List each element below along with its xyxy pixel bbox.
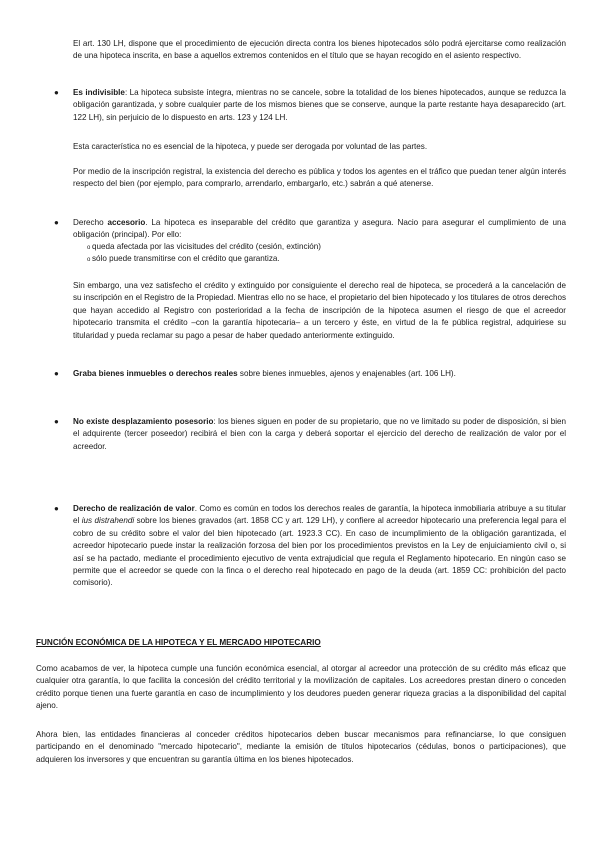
sub-bullet-icon: o (87, 257, 91, 263)
sub-item: queda afectada por las vicisitudes del crédito (cesión, extinción) (92, 242, 322, 251)
bullet-text: . La hipoteca es inseparable del crédito que garantiza y asegura. Nacio para asegurar el cumplimiento de una obligación (principal). Por ello: (73, 218, 566, 240)
section-heading: FUNCIÓN ECONÓMICA DE LA HIPOTECA Y EL MERCADO HIPOTECARIO (36, 638, 321, 647)
indivisible-note: Esta característica no es esencial de la hipoteca, y puede ser derogada por voluntad de las partes. (73, 142, 428, 151)
bullet-text: . Como es común en todos los derechos reales de garantía, la hipoteca inmobiliaria atribuye a su titular el (73, 504, 566, 526)
bullet-icon: ● (54, 417, 59, 426)
intro-paragraph: El art. 130 LH, dispone que el procedimiento de ejecución directa contra los bienes hipotecados sólo podrá ejercitarse como realización de una hipoteca inscrita, en base a aquellos extremos contenidos en el título que se hayan recogido en el asiento respectivo. (73, 39, 566, 61)
sub-bullet-icon: o (87, 245, 91, 251)
bullet-desplazamiento (73, 416, 566, 453)
bullet-text: sobre bienes inmuebles, ajenos y enajenables (art. 106 LH). (237, 369, 456, 378)
funcion-paragraph-2: Ahora bien, las entidades financieras al conceder créditos hipotecarios deben buscar mecanismos para refinanciarse, lo que consiguen participando en el denominado "mercado hipotecario", mediante la emisión de títulos hipotecarios (cédulas, bonos o participaciones), que adquieren los inversores y que encuentran su garantía última en los bienes hipotecados. (36, 730, 566, 764)
bullet-title: accesorio (107, 218, 146, 227)
bullet-text: : La hipoteca subsiste íntegra, mientras no se cancele, sobre la totalidad de los bienes hipotecados, aunque se reduzca la obligación garantizada, y sobre cualquier parte de los mismos bienes que se conserve, aunque la parte restante haya desaparecido (art. 122 LH), sin perjuicio de lo dispuesto en arts. 123 y 124 LH. (73, 88, 567, 122)
bullet-text-cont: sobre los bienes gravados (art. 1858 CC y art. 129 LH), y confiere al acreedor hipotecario una preferencia legal para el cobro de su crédito sobre el valor del bien hipotecado (art. 1923.3 CC). En caso de incumplimiento de la obligación garantizada, el acreedor hipotecario puede instar la realización forzosa del bien por los procedimientos previstos en la Ley de enjuiciamiento civil o, si así se ha pactado, mediante el procedimiento ejecutivo de venta extrajudicial que regula el Reglamento hipotecario. En ningún caso se permite que el acreedor se quede con la finca o el derecho real hipotecado en pago de la deuda (art. 1859 CC: prohibición del pacto comisorio). (73, 516, 566, 588)
bullet-icon: ● (54, 504, 59, 513)
bullet-graba-bienes (73, 368, 566, 380)
sub-item: sólo puede transmitirse con el crédito que garantiza. (92, 254, 280, 263)
bullet-icon: ● (54, 369, 59, 378)
bullet-title: Derecho de realización de valor (73, 504, 195, 513)
bullet-title: Es indivisible (73, 88, 125, 97)
funcion-paragraph-1: Como acabamos de ver, la hipoteca cumple una función económica esencial, al otorgar al acreedor una protección de su crédito más eficaz que cualquier otra garantía, lo que facilita la concesión del crédito territorial y la movilización de capitales. Los acreedores prestan dinero o conceden crédito porque tienen una fuerte garantía en caso de incumplimiento y los deudores pueden generar riqueza gracias a la disponibilidad del capital ajeno. (36, 664, 566, 711)
bullet-title: No existe desplazamiento posesorio (73, 417, 214, 426)
bullet-prefix: Derecho (73, 218, 108, 227)
cancelacion-paragraph: Sin embargo, una vez satisfecho el crédito y extinguido por consiguiente el derecho real de hipoteca, se procederá a la cancelación de su inscripción en el Registro de la Propiedad. Mientras ello no se hace, el propietario del bien hipotecado y los titulares de otros derechos que hayan accedido al Registro con posterioridad a la fecha de inscripción de la hipoteca asumen el riesgo de que el acreedor hipotecario transmita el crédito –con la garantía hipotecaria– a un tercero y éste, en virtud de la fe pública registral, adquiriese su titularidad y pueda reclamar su pago a pesar de haber quedado anteriormente extinguido. (73, 281, 566, 340)
bullet-accesorio (73, 217, 566, 242)
bullet-text: : los bienes siguen en poder de su propietario, que no ve limitado su poder de disposición, si bien el adquirente (tercer poseedor) recibirá el bien con la carga y deberá soportar el ejercicio del derecho de realización de valor por el acreedor. (73, 417, 566, 451)
latin-term: ius distrahendi (81, 516, 135, 526)
bullet-icon: ● (54, 218, 59, 227)
bullet-icon: ● (54, 88, 59, 97)
registral-paragraph: Por medio de la inscripción registral, la existencia del derecho es pública y todos los agentes en el tráfico que puedan tener algún interés respecto del bien (por ejemplo, para comprarlo, arrendarlo, embargarlo, etc.) sabrán a qué atenerse. (73, 167, 566, 189)
bullet-realizacion-valor (73, 503, 566, 590)
bullet-indivisible (73, 87, 566, 124)
bullet-title: Graba bienes inmuebles o derechos reales (73, 369, 238, 378)
